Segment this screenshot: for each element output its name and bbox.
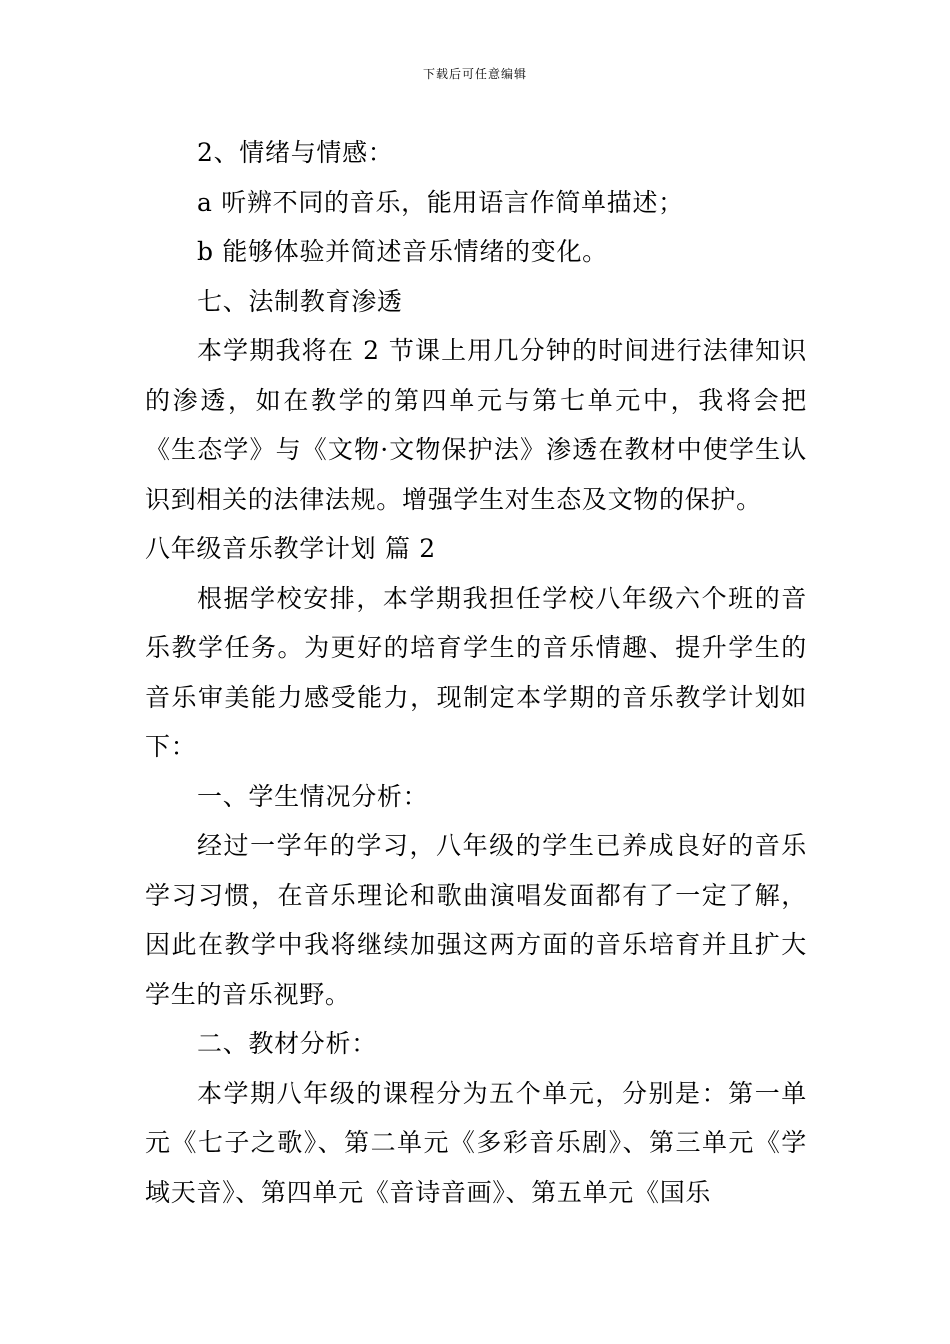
paragraph-section-seven-heading: 七、法制教育渗透 bbox=[197, 286, 403, 316]
paragraph-emotion-heading: 2、情绪与情感： bbox=[197, 138, 394, 167]
paragraph-section-one-heading: 一、学生情况分析： bbox=[197, 781, 429, 811]
paragraph-student-analysis: 经过一学年的学习，八年级的学生已养成良好的音乐学习习惯，在音乐理论和歌曲演唱发面都有了一定了解，因此在教学中我将继续加强这两方面的音乐培育并且扩大学生的音乐视野。 bbox=[145, 831, 807, 1009]
paragraph-item-a: a 听辨不同的音乐，能用语言作简单描述； bbox=[197, 187, 684, 217]
document-title-part2: 八年级音乐教学计划 篇 2 bbox=[145, 534, 436, 563]
paragraph-intro: 根据学校安排，本学期我担任学校八年级六个班的音乐教学任务。为更好的培育学生的音乐情趣、提升学生的音乐审美能力感受能力，现制定本学期的音乐教学计划如下： bbox=[145, 583, 807, 761]
page-header-note: 下载后可任意编辑 bbox=[422, 67, 527, 81]
paragraph-section-two-heading: 二、教材分析： bbox=[197, 1029, 377, 1058]
paragraph-item-b: b 能够体验并简述音乐情绪的变化。 bbox=[197, 237, 608, 266]
paragraph-textbook-analysis: 本学期八年级的课程分为五个单元，分别是：第一单元《七子之歌》、第二单元《多彩音乐剧》、第三单元《学域天音》、第四单元《音诗音画》、第五单元《国乐 bbox=[145, 1078, 807, 1207]
document-body bbox=[145, 128, 807, 1217]
paragraph-legal-education: 本学期我将在 2 节课上用几分钟的时间进行法律知识的渗透，如在教学的第四单元与第七单元中，我将会把《生态学》与《文物·文物保护法》渗透在教材中使学生认识到相关的法律法规。增强学生对生态及文物的保护。 bbox=[145, 336, 807, 514]
